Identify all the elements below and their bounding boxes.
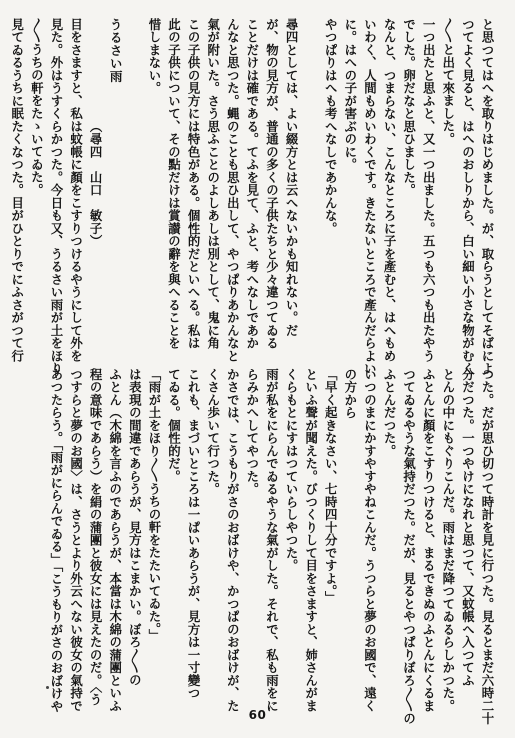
- paragraph-gap: [125, 18, 145, 334]
- story-title: うるさい雨: [107, 18, 123, 83]
- text-line: らみかへしてやつた。: [244, 368, 260, 496]
- text-line: 一つ出たと思ふと、又一つ出ました。五つも六つも出たやう: [421, 18, 437, 363]
- commentary-line: 惜しまない。: [146, 18, 162, 95]
- commentary-line: ふとん（木綿を言ふのであらうが、本當は木綿の蒲團といふ: [107, 368, 123, 713]
- commentary-line: んなと思つた。蝿のことも思ひ出して、やつぱりあかんなと: [225, 18, 241, 363]
- text-line: 見た。外はうすくらかつた。今日も又、うるさい雨が土をほり: [48, 18, 64, 375]
- paragraph-gap: [301, 18, 321, 334]
- quoted-line: 「雨が土をほり〳〵うちの軒をたたいてゐた。」: [146, 368, 162, 642]
- text-line: とんの中にもぐりこんだ。雨はまだ降つてゐるらしかつた。: [440, 368, 456, 713]
- text-line: 見てゐるうちに眠たくなつた。目がひとりでにふさがつて行: [9, 18, 25, 363]
- text-line: でした。卵だなと思ひました。: [401, 18, 417, 197]
- commentary-line: てゐる。個性的だ。: [166, 368, 182, 483]
- text-line: なんと、つまらない、こんなところに子を產むと、はへもめ: [382, 18, 398, 363]
- commentary-line: つすらと夢のお國〉は、さうとより外云へない彼女の氣持で: [68, 368, 84, 713]
- commentary-line: 程の意味であらう）を絹の蒲團と彼女には見えたのだ。〈う: [88, 368, 104, 707]
- text-line: くさん歩いて行つた。: [205, 368, 221, 496]
- commentary-line: これも、まづいところは一ぱいあらうが、見方は一寸變つ: [186, 368, 202, 700]
- text-line: いつのまにかすやすやねこんだ。うつらと夢のお國で、遠く: [362, 368, 378, 713]
- text-line: つてゐるやうな氣持だつた。だが、見るとやつぱりぼろ〳〵の: [401, 368, 417, 725]
- commentary-line: ことだけは確である。てふを見て、ふと、考へなしであか: [244, 18, 260, 350]
- text-line: といふ聲が聞えた。びつくりして目をさますと、姉さんがま: [303, 368, 319, 713]
- commentary-line: が、物の見方が、普通の多くの子供たちと少々違つてゐる: [264, 18, 280, 350]
- text-line: 〳〵と出て來ました。: [440, 18, 456, 146]
- commentary-line: あつたらう。「雨がにらんでゐる」「こうもりがさのおばけや: [48, 368, 64, 713]
- author-byline: （尋四 山口 敏子）: [88, 120, 104, 248]
- upper-text-block: [9, 18, 497, 375]
- text-line: いわく、人間もめいわくです。きたないところで產んだらよい: [362, 18, 378, 375]
- text-line: 雨が私をにらんでゐるやうな氣がした。それで、私も雨をに: [264, 368, 280, 713]
- commentary-line: 氣が附いた。さう思ふことのよしあしは別として、鬼に角: [205, 18, 221, 350]
- text-line: ふとんに顏をこすりつけると、まるできぬのふとんにくるま: [421, 368, 437, 713]
- text-line: やつぱりはへも考へなしであかんな。: [323, 18, 339, 235]
- text-line: 〳〵うちの軒をたゝいてゐた。: [29, 18, 45, 197]
- text-line: ふとんだつた。: [382, 368, 398, 458]
- commentary-line: この子供の見方には特色がある。個性的だといへる。私は: [186, 18, 202, 350]
- text-line: 「早く起きなさい、七時四十分ですよ。」: [323, 368, 339, 605]
- text-line: に。はへの子が害ぶのに。: [342, 18, 358, 171]
- text-line: 目をさますと、私は蚊帳に顏をこすりつけるやうにして外を: [68, 18, 84, 363]
- print-speck: [46, 686, 49, 689]
- page-number: 60: [248, 708, 267, 722]
- commentary-line: 尋四としては、よい綴方とは云へないかも知れない。だ: [284, 18, 300, 337]
- text-line: 分だつた。一つやけになれと思つて、又蚊帳へ入つてふ: [460, 368, 476, 687]
- text-line: かさでは、こうもりがさのおばけや、かつぱのおばけが、た: [225, 368, 241, 713]
- text-line: の方から: [342, 368, 358, 419]
- commentary-line: 此の子供について、その點だけは賞讃の辭を與へることを: [166, 18, 182, 350]
- text-line: つた。だが思ひ切つて時計を見に行つた。見るとまだ六時二十: [480, 368, 495, 725]
- text-line: つてよく見ると、はへのおしりから、白い細い小さな物がむく: [460, 18, 476, 375]
- text-line: と思つてはへを取りはじめました。が、取らうとしてそばによ: [480, 18, 495, 375]
- text-line: くらもとにすはつていらしやつた。: [284, 368, 300, 572]
- commentary-line: は表現の間違であらうが、見方はこまかい。ぼろ〳〵の: [127, 368, 143, 687]
